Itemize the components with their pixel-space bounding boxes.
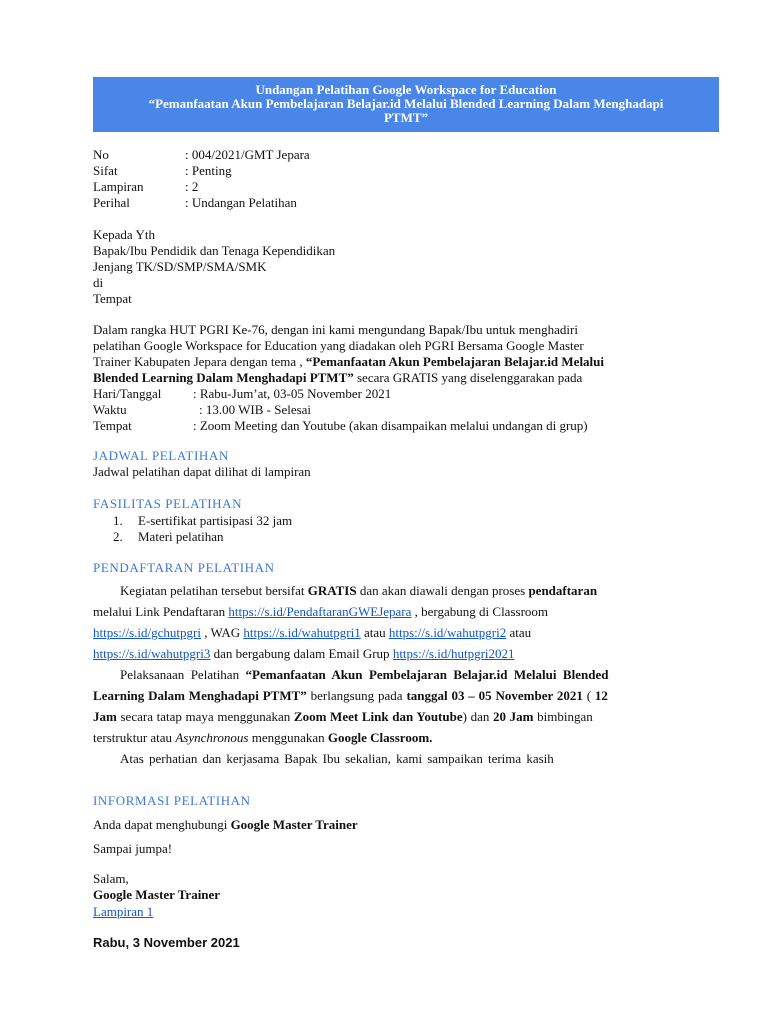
meta-value: : Penting: [185, 163, 232, 178]
text: (: [582, 688, 595, 703]
letter-metadata: [93, 147, 310, 211]
schedule-value: : Rabu-Jum’at, 03-05 November 2021: [193, 386, 392, 401]
intro-line: Dalam rangka HUT PGRI Ke-76, dengan ini kami mengundang Bapak/Ibu untuk menghadiri: [93, 322, 578, 337]
schedule-value: : Zoom Meeting dan Youtube (akan disampaikan melalui undangan di grup): [193, 418, 588, 433]
intro-line: [93, 370, 653, 386]
text: , bergabung di Classroom: [411, 604, 549, 619]
meta-value: : 2: [185, 179, 199, 194]
paragraph-line: [93, 664, 675, 685]
paragraph-line: [93, 727, 675, 748]
schedule-value: : 13.00 WIB - Selesai: [199, 402, 312, 417]
banner-title-line-1: Undangan Pelatihan Google Workspace for Education: [255, 82, 557, 97]
whatsapp-group-link-1[interactable]: https://s.id/wahutpgri1: [243, 625, 361, 640]
bold-text: GRATIS: [307, 583, 357, 598]
closing-line: Atas perhatian dan kerjasama Bapak Ibu sekalian, kami sampaikan terima kasih: [120, 751, 554, 766]
bold-text: Jam: [93, 709, 117, 724]
text: bimbingan: [533, 709, 593, 724]
recipient-block: [93, 227, 335, 307]
text: Pelaksanaan Pelatihan: [120, 667, 246, 682]
intro-text: secara GRATIS yang diselenggarakan pada: [353, 370, 583, 385]
bold-text: 12: [594, 688, 608, 703]
attachment-link[interactable]: Lampiran 1: [93, 904, 154, 919]
paragraph-line: [93, 706, 675, 727]
intro-line: pelatihan Google Workspace for Education yang diadakan oleh PGRI Bersama Google Master: [93, 338, 584, 353]
intro-paragraph: [93, 322, 653, 386]
text: dan bergabung dalam Email Grup: [210, 646, 393, 661]
fasilitas-list: [113, 513, 292, 545]
meta-key: Lampiran: [93, 179, 144, 194]
attachment-link-wrap: [93, 904, 153, 920]
text: Anda dapat menghubungi: [93, 817, 231, 832]
schedule-block: [93, 386, 588, 434]
list-number: 2.: [113, 529, 123, 544]
schedule-key: Waktu: [93, 402, 127, 417]
recipient-line: Kepada Yth: [93, 227, 155, 242]
section-heading-pendaftaran: PENDAFTARAN PELATIHAN: [93, 560, 275, 575]
list-number: 1.: [113, 513, 123, 528]
text: terstruktur atau: [93, 730, 176, 745]
text: Kegiatan pelatihan tersebut bersifat: [120, 583, 308, 598]
email-group-link[interactable]: https://s.id/hutpgri2021: [392, 646, 515, 661]
intro-text: Trainer Kabupaten Jepara dengan tema ,: [93, 354, 306, 369]
whatsapp-group-link-3[interactable]: https://s.id/wahutpgri3: [93, 646, 211, 661]
text: , WAG: [200, 625, 244, 640]
bold-text: tanggal 03 – 05 November 2021: [406, 688, 583, 703]
list-item: [113, 513, 292, 529]
paragraph-line: [93, 622, 675, 643]
intro-line: [93, 354, 653, 370]
bold-text: “Pemanfaatan Akun Pembelajaran Belajar.id Melalui Blended: [245, 667, 609, 682]
text: secara tatap maya menggunakan: [116, 709, 294, 724]
paragraph-line: [93, 685, 675, 706]
bold-text: pendaftaran: [528, 583, 598, 598]
section-heading-jadwal: JADWAL PELATIHAN: [93, 448, 229, 463]
text: atau: [506, 625, 532, 640]
meta-key: Perihal: [93, 195, 130, 210]
recipient-line: Tempat: [93, 291, 132, 306]
recipient-line: di: [93, 275, 104, 290]
bold-text: Google Classroom.: [327, 730, 433, 745]
bold-text: 20 Jam: [493, 709, 534, 724]
whatsapp-group-link-2[interactable]: https://s.id/wahutpgri2: [388, 625, 507, 640]
bold-text: Zoom Meet Link dan Youtube: [293, 709, 463, 724]
classroom-link[interactable]: https://s.id/gchutpgri: [93, 625, 201, 640]
section-heading-informasi: INFORMASI PELATIHAN: [93, 793, 251, 808]
text: ) dan: [462, 709, 494, 724]
meta-key: Sifat: [93, 163, 118, 178]
registration-link[interactable]: https://s.id/PendaftaranGWEJepara: [228, 604, 412, 619]
text: atau: [360, 625, 389, 640]
meta-value: : 004/2021/GMT Jepara: [185, 147, 310, 162]
banner-title-line-3: PTMT”: [383, 110, 429, 125]
recipient-line: Jenjang TK/SD/SMP/SMA/SMK: [93, 259, 267, 274]
text: dan akan diawali dengan proses: [356, 583, 529, 598]
paragraph-line: [93, 601, 675, 622]
intro-theme-bold: “Pemanfaatan Akun Pembelajaran Belajar.id Melalui: [305, 354, 605, 369]
contact-text: [93, 817, 358, 833]
text: berlangsung pada: [306, 688, 407, 703]
salutation: Salam,: [93, 871, 129, 886]
schedule-key: Tempat: [93, 418, 132, 433]
bold-text: Learning Dalam Menghadapi PTMT”: [93, 688, 307, 703]
closing-greeting: Sampai jumpa!: [93, 841, 173, 856]
meta-key: No: [93, 147, 109, 162]
recipient-line: Bapak/Ibu Pendidik dan Tenaga Kependidikan: [93, 243, 336, 258]
text: menggunakan: [248, 730, 328, 745]
bold-text: Google Master Trainer: [230, 817, 358, 832]
section-heading-fasilitas: FASILITAS PELATIHAN: [93, 496, 243, 511]
italic-text: Asynchronous: [175, 730, 249, 745]
list-item: [113, 529, 292, 545]
paragraph-line: [93, 643, 675, 664]
paragraph-line: [93, 580, 675, 601]
schedule-key: Hari/Tanggal: [93, 386, 162, 401]
text: melalui Link Pendaftaran: [93, 604, 229, 619]
document-date: Rabu, 3 November 2021: [93, 935, 240, 950]
signer-name: Google Master Trainer: [93, 887, 221, 902]
pendaftaran-paragraph: [93, 580, 675, 769]
jadwal-text: Jadwal pelatihan dapat dilihat di lampiran: [93, 464, 311, 479]
title-banner: [93, 77, 719, 132]
banner-title-line-2: “Pemanfaatan Akun Pembelajaran Belajar.id Melalui Blended Learning Dalam Menghadapi: [148, 96, 664, 111]
list-text: E-sertifikat partisipasi 32 jam: [138, 513, 293, 528]
meta-value: : Undangan Pelatihan: [185, 195, 297, 210]
list-text: Materi pelatihan: [138, 529, 224, 544]
intro-theme-bold: Blended Learning Dalam Menghadapi PTMT”: [93, 370, 354, 385]
